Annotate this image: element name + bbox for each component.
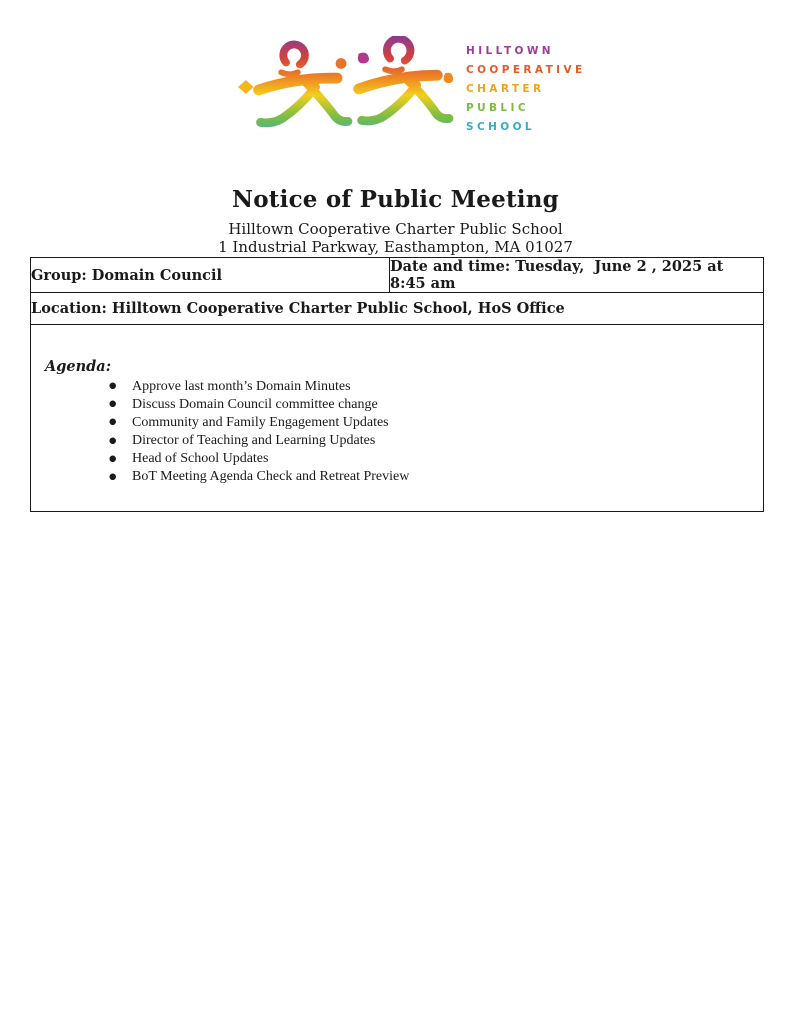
bullet-icon: ●: [109, 453, 117, 464]
agenda-item: [109, 468, 763, 486]
bullet-icon: ●: [109, 381, 117, 392]
agenda-list: [109, 378, 763, 487]
tail-dot-icon: [444, 73, 453, 83]
page-title: Notice of Public Meeting: [232, 186, 559, 213]
dancing-figures-icon: [228, 36, 458, 142]
agenda-item: [109, 450, 763, 468]
group-datetime-row: [31, 258, 764, 293]
agenda-item-text: Director of Teaching and Learning Updates: [132, 433, 376, 448]
location-row: [31, 293, 764, 325]
agenda-item-text: Approve last month’s Domain Minutes: [132, 378, 351, 394]
agenda-item-text: Discuss Domain Council committee change: [132, 396, 378, 412]
location-cell: Location: Hilltown Cooperative Charter Public School, HoS Office: [31, 293, 764, 325]
datetime-cell: Date and time: Tuesday, June 2 , 2025 at 8:45 am: [390, 258, 764, 293]
agenda-item: [109, 414, 763, 432]
logo-word-public: PUBLIC: [466, 101, 529, 114]
bullet-icon: ●: [109, 471, 117, 482]
bullet-icon: ●: [109, 435, 117, 446]
bullet-icon: ●: [109, 399, 117, 410]
school-logo: [228, 36, 586, 142]
logo-word-school: SCHOOL: [466, 120, 535, 133]
logo-word-charter: CHARTER: [466, 82, 545, 95]
agenda-item: [109, 396, 763, 414]
agenda-item-text: Community and Family Engagement Updates: [132, 414, 389, 430]
logo-word-hilltown: HILLTOWN: [466, 44, 554, 57]
meeting-info-table: [30, 257, 764, 512]
agenda-item: [109, 432, 763, 450]
comma-dot-icon: [358, 53, 369, 64]
group-cell: Group: Domain Council: [31, 258, 390, 293]
round-dot-icon: [336, 58, 347, 69]
agenda-item: [109, 378, 763, 396]
school-address-line: 1 Industrial Parkway, Easthampton, MA 01027: [218, 238, 573, 256]
diamond-dot-icon: [238, 80, 254, 94]
agenda-row: [31, 325, 764, 512]
agenda-label: Agenda:: [45, 357, 112, 375]
agenda-item-text: BoT Meeting Agenda Check and Retreat Preview: [132, 469, 410, 485]
school-name-line: Hilltown Cooperative Charter Public School: [228, 220, 563, 238]
logo-wordmark: [466, 42, 586, 137]
agenda-cell: [31, 325, 764, 512]
bullet-icon: ●: [109, 417, 117, 428]
agenda-item-text: Head of School Updates: [132, 451, 269, 467]
logo-word-cooperative: COOPERATIVE: [466, 63, 586, 76]
